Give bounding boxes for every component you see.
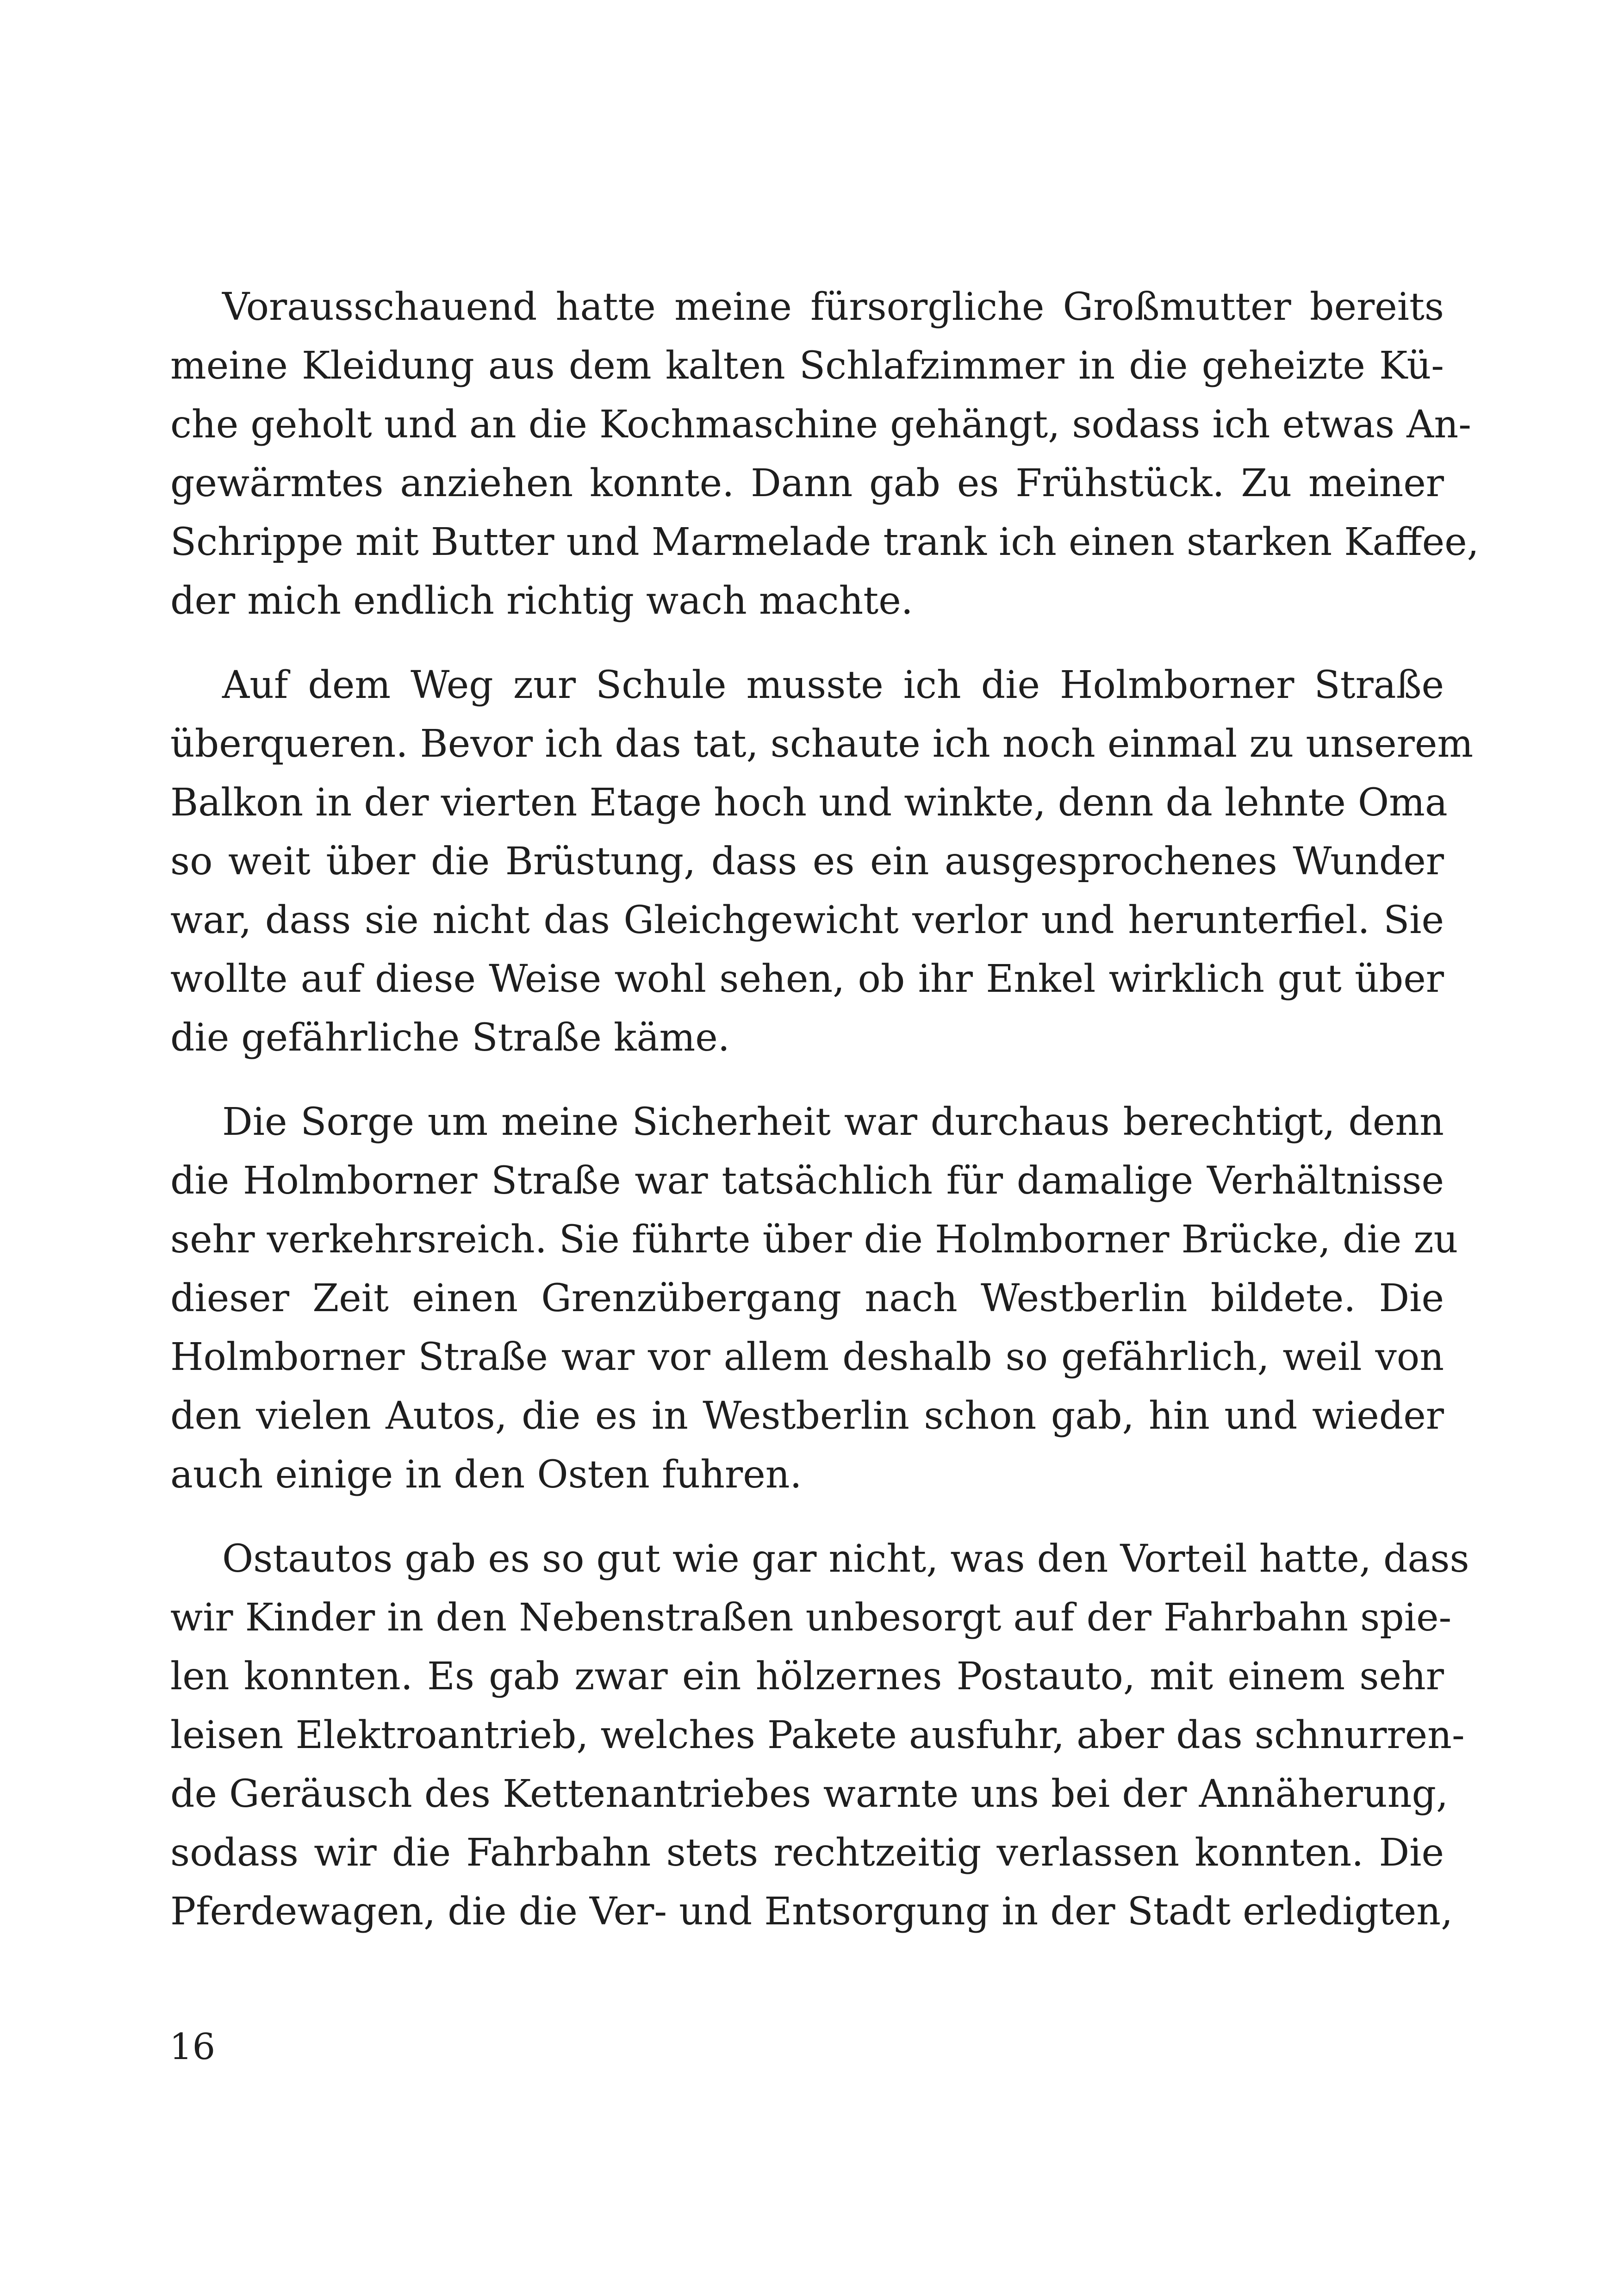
text-line: leisen Elektroantrieb, welches Pakete ausfuhr, aber das schnurren- [170, 1713, 1465, 1757]
text-line: len konnten. Es gab zwar ein hölzernes Postauto, mit einem sehr [170, 1655, 1444, 1699]
text-line: sodass wir die Fahrbahn stets rechtzeitig verlassen konnten. Die [170, 1831, 1444, 1875]
text-line: de Geräusch des Kettenantriebes warnte uns bei der Annäherung, [170, 1772, 1449, 1816]
text-line: der mich endlich richtig wach machte. [170, 579, 913, 623]
paragraph-4 [170, 1530, 1469, 1941]
text-line: so weit über die Brüstung, dass es ein ausgesprochenes Wunder [170, 840, 1444, 884]
text-line: die Holmborner Straße war tatsächlich für damalige Verhältnisse [170, 1159, 1444, 1203]
text-line: wir Kinder in den Nebenstraßen unbesorgt auf der Fahrbahn spie- [170, 1596, 1452, 1640]
text-line: Pferdewagen, die die Ver- und Entsorgung in der Stadt erledigten, [170, 1890, 1453, 1934]
text-line: Auf dem Weg zur Schule musste ich die Holmborner Straße [222, 663, 1444, 707]
text-line: war, dass sie nicht das Gleichgewicht verlor und herunterfiel. Sie [170, 898, 1444, 942]
text-line: Die Sorge um meine Sicherheit war durchaus berechtigt, denn [222, 1100, 1444, 1144]
text-line: überqueren. Bevor ich das tat, schaute ich noch einmal zu unserem [170, 722, 1474, 766]
text-line: Balkon in der vierten Etage hoch und winkte, denn da lehnte Oma [170, 781, 1448, 825]
paragraph-1 [170, 278, 1479, 630]
page-number: 16 [169, 2026, 216, 2068]
text-line: sehr verkehrsreich. Sie führte über die Holmborner Brücke, die zu [170, 1218, 1458, 1262]
text-line: wollte auf diese Weise wohl sehen, ob ihr Enkel wirklich gut über [170, 957, 1444, 1001]
text-line: meine Kleidung aus dem kalten Schlafzimmer in die geheizte Kü- [170, 344, 1444, 388]
paragraph-3 [170, 1093, 1458, 1504]
text-line: auch einige in den Osten fuhren. [170, 1453, 802, 1497]
text-line: die gefährliche Straße käme. [170, 1016, 730, 1060]
text-line: Schrippe mit Butter und Marmelade trank ich einen starken Kaffee, [170, 520, 1479, 564]
text-line: den vielen Autos, die es in Westberlin schon gab, hin und wieder [170, 1394, 1444, 1438]
text-line: Ostautos gab es so gut wie gar nicht, was den Vorteil hatte, dass [222, 1537, 1469, 1581]
text-line: gewärmtes anziehen konnte. Dann gab es Frühstück. Zu meiner [170, 461, 1444, 505]
text-line: Vorausschauend hatte meine fürsorgliche Großmutter bereits [222, 285, 1444, 329]
paragraph-2 [170, 656, 1474, 1067]
body-text [170, 278, 1479, 1966]
text-line: Holmborner Straße war vor allem deshalb so gefährlich, weil von [170, 1335, 1444, 1379]
text-line: che geholt und an die Kochmaschine gehängt, sodass ich etwas An- [170, 403, 1471, 447]
text-line: dieser Zeit einen Grenzübergang nach Westberlin bildete. Die [170, 1276, 1444, 1320]
